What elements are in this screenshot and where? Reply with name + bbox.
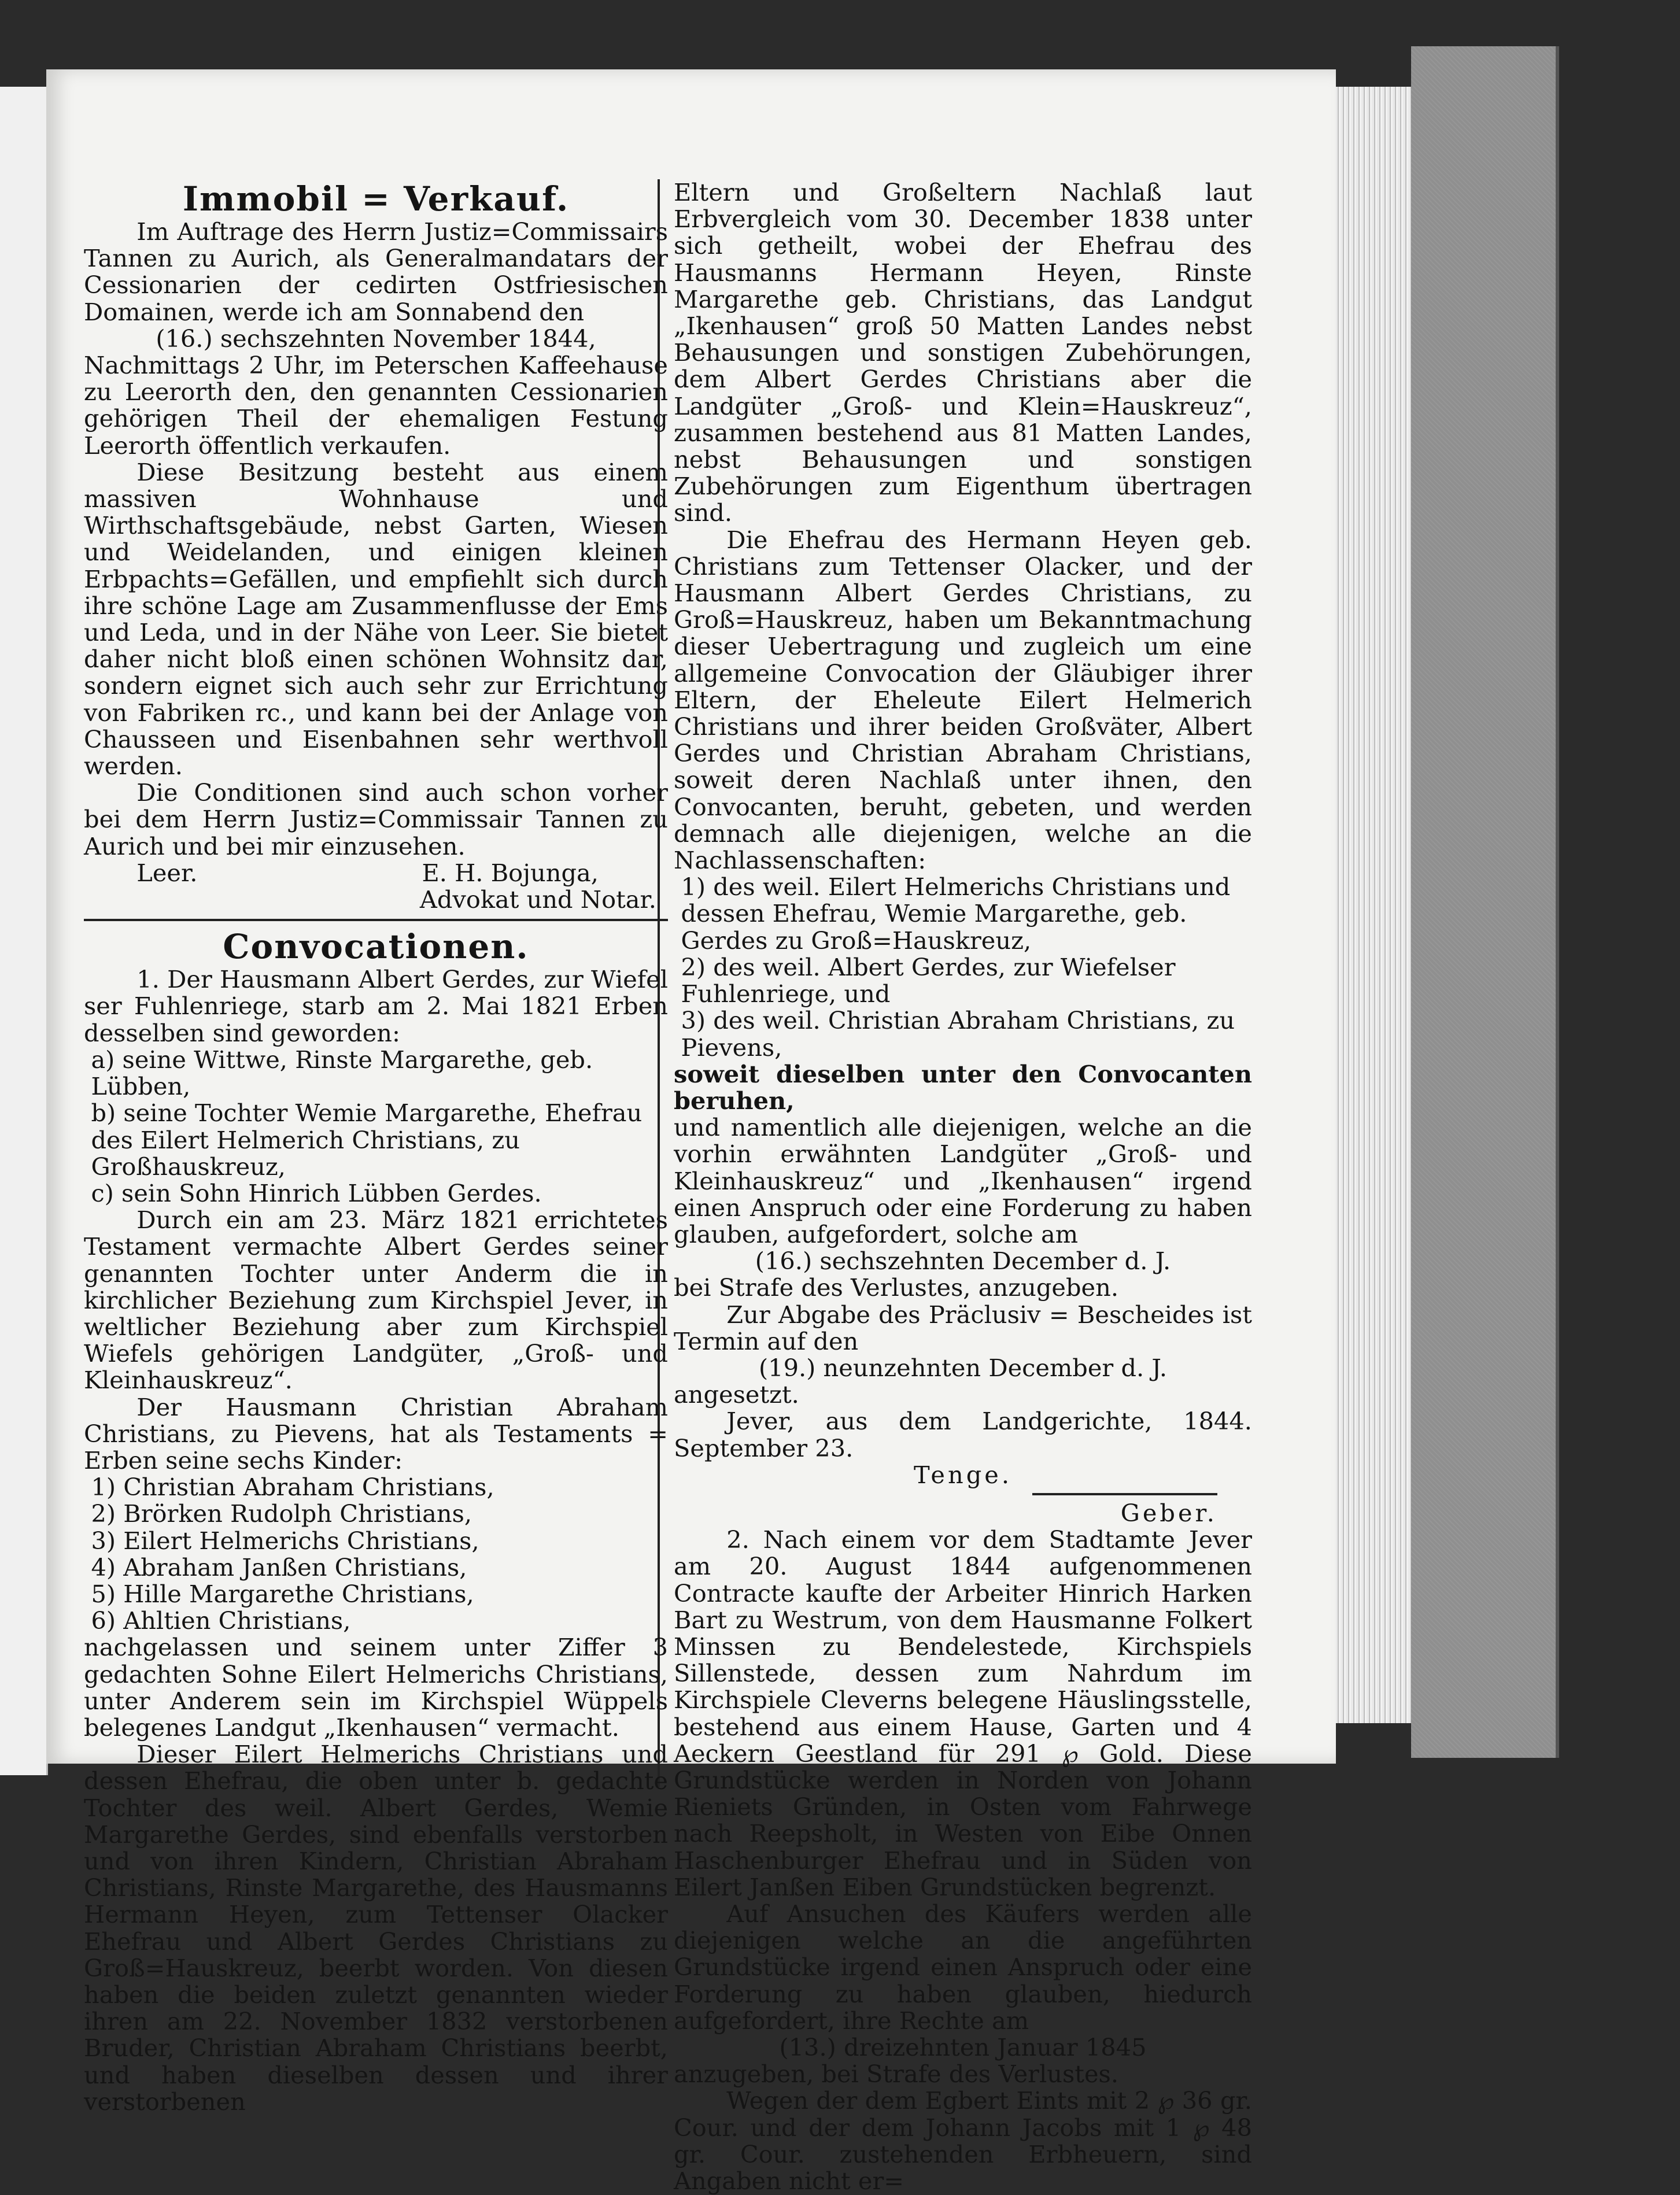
deadline-date: (19.) neunzehnten December d. J. [758, 1353, 1168, 1382]
deadline-date: (16.) sechszehnten December d. J. [755, 1247, 1171, 1276]
paragraph: Eltern und Großeltern Nachlaß laut Erbvergleich vom 30. December 1838 unter sich getheilt, wobei der Ehefrau des Hausmanns Hermann Heyen, Rinste Margarethe geb. Christians, das Landgut „Ikenhausen“ groß 50 Matten Landes nebst Behausungen und sonstigen Zubehörungen, dem Albert Gerdes Christians aber die Landgüter „Groß- und Klein=Hauskreuz“, zusammen bestehend aus 81 Matten Landes, nebst Behausungen und sonstigen Zubehörungen zum Eigenthum übertragen sind. [674, 178, 1252, 527]
paragraph: Dieser Eilert Helmerichs Christians und dessen Ehefrau, die oben unter b. gedachte Tochter des weil. Albert Gerdes, Wemie Margarethe Gerdes, sind ebenfalls verstorben und von ihren Kindern, Christian Abraham Christians, Rinste Margarethe, des Hausmanns Hermann Heyen, zum Tettenser Olacker Ehefrau und Albert Gerdes Christians zu Groß=Hauskreuz, beerbt worden. Von diesen haben die beiden zuletzt genannten wieder ihren am 22. November 1832 verstorbenen Bruder, Christian Abraham Christians beerbt, und haben dieselben dessen und ihrer verstorbenen [84, 1740, 668, 2116]
list-item: 1) des weil. Eilert Helmerichs Christians und dessen Ehefrau, Wemie Margarethe, geb. Gerdes zu Groß=Hauskreuz, [681, 873, 1231, 955]
paragraph: nachgelassen und seinem unter Ziffer 3 gedachten Sohne Eilert Helmerichs Christians, unter Anderem sein im Kirchspiel Wüppels belegenes Landgut „Ikenhausen“ vermacht. [84, 1633, 668, 1742]
heading-immobil-verkauf: Immobil = Verkauf. [182, 179, 570, 219]
signature-name: Geber. [1120, 1498, 1217, 1527]
bold-clause: soweit dieselben unter den Convocanten beruhen, [674, 1059, 1252, 1115]
paragraph: und namentlich alle diejenigen, welche an die vorhin erwähnten Landgüter „Groß- und Kleinhauskreuz“ und „Ikenhausen“ irgend einen Anspruch oder eine Forderung zu haben glauben, aufgefordert, solche am [674, 1113, 1252, 1248]
paragraph: bei Strafe des Verlustes, anzugeben. [674, 1273, 1119, 1302]
left-column [84, 179, 668, 2115]
list-item: 5) Hille Margarethe Christians, [91, 1579, 474, 1608]
signature-name: E. H. Bojunga, [422, 858, 599, 887]
signature-title: Advokat und Notar. [419, 885, 656, 914]
heading-convocationen: Convocationen. [223, 927, 529, 967]
deadline-date: (13.) dreizehnten Januar 1845 [779, 2033, 1147, 2062]
list-item: 2) Brörken Rudolph Christians, [91, 1499, 472, 1528]
paragraph: anzugeben, bei Strafe des Verlustes. [674, 2060, 1119, 2089]
book-cover-edge [1411, 46, 1559, 1758]
list-item: b) seine Tochter Wemie Margarethe, Ehefrau des Eilert Helmerich Christians, zu Großhauskreuz, [91, 1099, 643, 1181]
signature-name: Tenge. [913, 1460, 1013, 1489]
signature-place: Leer. [136, 858, 198, 887]
newspaper-page [46, 69, 1336, 2195]
paragraph: Im Auftrage des Herrn Justiz=Commissairs Tannen zu Aurich, als Generalmandatars der Cessionarien der cedirten Ostfriesischen Domainen, werde ich am Sonnabend den [84, 217, 668, 326]
signature-rule [1032, 1493, 1217, 1495]
auction-date: (16.) sechszehnten November 1844, [156, 324, 596, 353]
page-stack-edges [1330, 87, 1411, 1723]
list-item: 1) Christian Abraham Christians, [91, 1473, 494, 1502]
paragraph: Nachmittags 2 Uhr, im Peterschen Kaffeehause zu Leerorth den, den genannten Cessionarien gehörigen Theil der ehemaligen Festung Leerorth öffentlich verkaufen. [84, 351, 668, 460]
section-rule [84, 919, 668, 921]
list-item: 3) des weil. Christian Abraham Christians, zu Pievens, [681, 1006, 1235, 1062]
paragraph: Diese Besitzung besteht aus einem massiven Wohnhause und Wirthschaftsgebäude, nebst Garten, Wiesen und Weidelanden, und einigen kleinen Erbpachts=Gefällen, und empfiehlt sich durch ihre schöne Lage am Zusammenflusse der Ems und Leda, und in der Nähe von Leer. Sie bietet daher nicht bloß einen schönen Wohnsitz dar, sondern eignet sich auch sehr zur Errichtung von Fabriken rc., und kann bei der Anlage von Chausseen und Eisenbahnen sehr werthvoll werden. [84, 457, 668, 781]
list-item: 3) Eilert Helmerichs Christians, [91, 1526, 479, 1555]
paragraph: angesetzt. [674, 1380, 799, 1409]
paragraph: Zur Abgabe des Präclusiv = Bescheides ist Termin auf den [674, 1300, 1252, 1355]
paragraph: Auf Ansuchen des Käufers werden alle diejenigen welche an die angeführten Grundstücke irgend einen Anspruch oder eine Forderung zu haben glauben, hiedurch aufgefordert, ihre Rechte am [674, 1900, 1252, 2035]
paragraph: Der Hausmann Christian Abraham Christians, zu Pievens, hat als Testaments = Erben seine sechs Kinder: [84, 1392, 668, 1475]
paragraph: Durch ein am 23. März 1821 errichtetes Testament vermachte Albert Gerdes seiner genannten Tochter unter Anderm die in kirchlicher Beziehung zum Kirchspiel Jever, in weltlicher Beziehung aber zum Kirchspiel Wiefels gehörigen Landgüter, „Groß- und Kleinhauskreuz“. [84, 1206, 668, 1395]
right-column [674, 179, 1252, 2194]
list-item: a) seine Wittwe, Rinste Margarethe, geb. Lübben, [91, 1045, 593, 1101]
paragraph: Die Conditionen sind auch schon vorher bei dem Herrn Justiz=Commissair Tannen zu Aurich und bei mir einzusehen. [84, 778, 668, 860]
signature-row [84, 860, 668, 886]
place-date-line: Jever, aus dem Landgerichte, 1844. September 23. [674, 1407, 1252, 1462]
list-item: 4) Abraham Janßen Christians, [91, 1553, 467, 1581]
facing-page-edge [0, 87, 48, 1775]
paragraph: 2. Nach einem vor dem Stadtamte Jever am 20. August 1844 aufgenommenen Contracte kaufte der Arbeiter Hinrich Harken Bart zu Westrum, von dem Hausmanne Folkert Minssen zu Bendelestede, Kirchspiels Sillenstede, dessen zum Nahrdum im Kirchspiele Cleverns belegene Häuslingsstelle, bestehend aus einem Hause, Garten und 4 Aeckern Geestland für 291 ℘ Gold. Diese Grundstücke werden in Norden von Johann Rieniets Gründen, in Osten vom Fahrwege nach Reepsholt, in Westen von Eibe Onnen Haschenburger Ehefrau und in Süden von Eilert Janßen Eiben Grundstücken begrenzt. [674, 1525, 1252, 1901]
paragraph: 1. Der Hausmann Albert Gerdes, zur Wiefel ser Fuhlenriege, starb am 2. Mai 1821 Erben desselben sind geworden: [84, 965, 668, 1047]
list-item: c) sein Sohn Hinrich Lübben Gerdes. [91, 1178, 542, 1207]
list-item: 6) Ahltien Christians, [91, 1606, 351, 1635]
paragraph: Wegen der dem Egbert Eints mit 2 ℘ 36 gr. Cour. und der dem Johann Jacobs mit 1 ℘ 48 gr. Cour. zustehenden Erbheuern, sind Angaben nicht er= [674, 2086, 1252, 2195]
list-item: 2) des weil. Albert Gerdes, zur Wiefelser Fuhlenriege, und [681, 952, 1176, 1008]
paragraph: Die Ehefrau des Hermann Heyen geb. Christians zum Tettenser Olacker, und der Hausmann Albert Gerdes Christians, zu Groß=Hauskreuz, haben um Bekanntmachung dieser Uebertragung und zugleich um eine allgemeine Convocation der Gläubiger ihrer Eltern, der Eheleute Eilert Helmerich Christians und ihrer beiden Großväter, Albert Gerdes und Christian Abraham Christians, soweit deren Nachlaß unter ihnen, den Convocanten, beruht, gebeten, und werden demnach alle diejenigen, welche an die Nachlassenschaften: [674, 525, 1252, 875]
